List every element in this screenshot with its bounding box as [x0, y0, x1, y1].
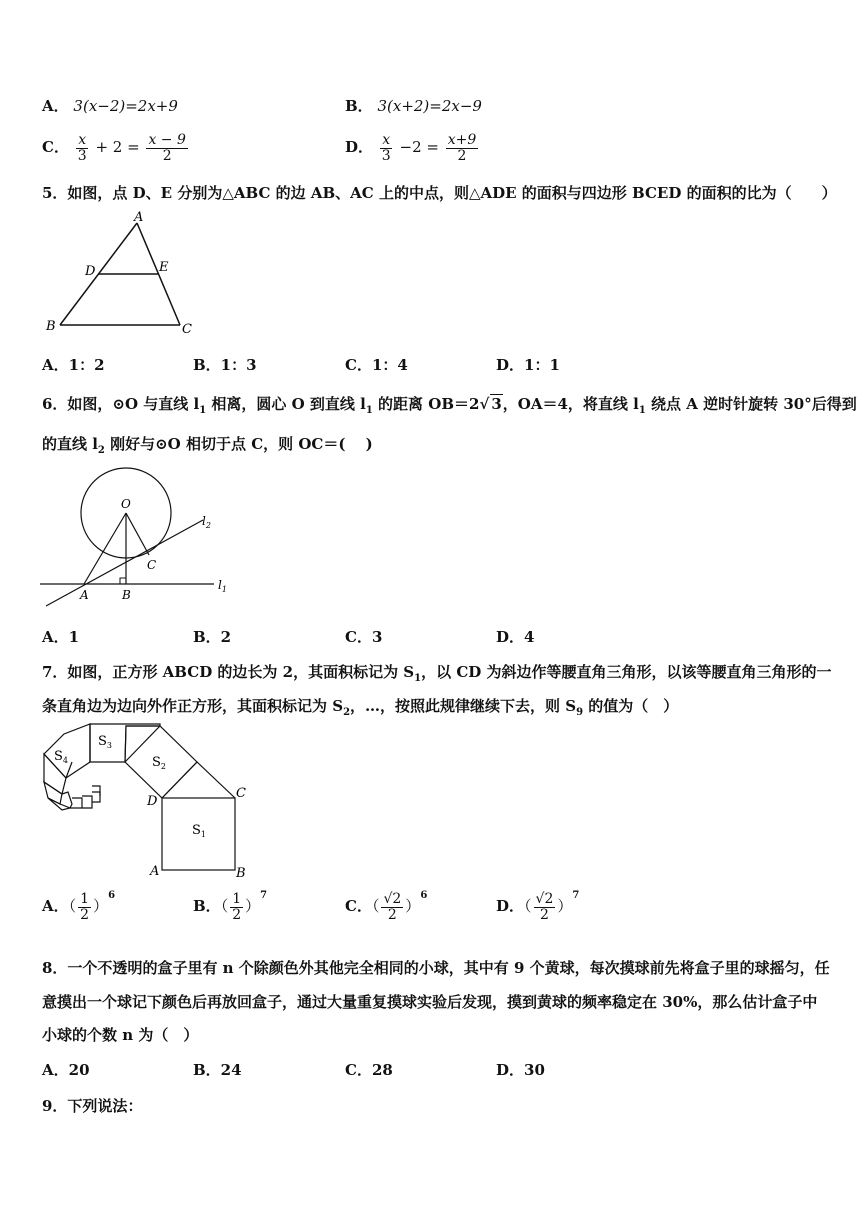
fraction: $\frac{1}{2}$: [232, 891, 242, 923]
vertex-label-a: A: [134, 210, 144, 225]
q6-option-c: C．3: [345, 628, 383, 646]
q5-stem: 5．如图，点 D、E 分别为△ABC 的边 AB、AC 上的中点，则△ADE 的面积与四边形 BCED 的面积的比为（ ）: [42, 184, 837, 202]
q7-option-d: D．（ $\frac{√2}{2}$ ）$^7$: [496, 890, 580, 923]
q4-option-d: [345, 133, 480, 163]
vertex-label-a: A: [150, 864, 160, 879]
q6-option-a: A．1: [42, 628, 80, 646]
square-label-s3: $S_3$: [98, 734, 112, 750]
line-label-l1: $l_1$: [218, 578, 227, 594]
q8-stem-line1: 8．一个不透明的盒子里有 n 个除颜色外其他完全相同的小球，其中有 9 个黄球，每次摸球前先将盒子里的球摇匀，任: [42, 959, 830, 977]
q8-stem-line3: 小球的个数 n 为（ ）: [42, 1026, 199, 1044]
fraction: $\frac{√2}{2}$: [383, 891, 402, 923]
q8-stem-line2: 意摸出一个球记下颜色后再放回盒子，通过大量重复摸球实验后发现，摸到黄球的频率稳定在 30%，那么估计盒子中: [42, 993, 818, 1011]
vertex-label-d: D: [147, 794, 158, 809]
option-expression: −2 =: [399, 138, 439, 157]
q6-circle-figure: [38, 460, 248, 610]
point-label-a: A: [80, 588, 89, 602]
option-expression: + 2 =: [95, 138, 140, 157]
q6-option-b: B．2: [193, 628, 232, 646]
q7-option-a: A．（ $\frac{1}{2}$ ）$^6$: [42, 890, 116, 923]
square-label-s2: $S_2$: [152, 755, 166, 771]
option-label: D．: [345, 138, 374, 157]
vertex-label-b: B: [46, 319, 56, 334]
q8-option-b: B．24: [193, 1061, 242, 1079]
option-expression: 3(x+2)=2x−9: [377, 97, 482, 115]
q8-option-c: C．28: [345, 1061, 393, 1079]
q7-option-b: B．（ $\frac{1}{2}$ ）$^7$: [193, 890, 268, 923]
vertex-label-c: C: [182, 322, 192, 337]
fraction: $\frac{x}{3}$: [381, 132, 391, 164]
fraction: $\frac{√2}{2}$: [535, 891, 554, 923]
q8-option-a: A．20: [42, 1061, 90, 1079]
q5-option-a: A．1：2: [42, 356, 105, 374]
fraction: $\frac{1}{2}$: [80, 891, 90, 923]
option-label: B．: [345, 97, 373, 115]
q7-option-c: C．（ $\frac{√2}{2}$ ）$^6$: [345, 890, 428, 923]
q5-triangle-figure: [40, 208, 210, 338]
q6-stem-line2: 的直线 $l_2$ 刚好与⊙O 相切于点 C，则 OC＝( ): [42, 435, 373, 456]
fraction: $\frac{x+9}{2}$: [447, 132, 477, 164]
q5-option-b: B．1：3: [193, 356, 257, 374]
fraction: $\frac{x - 9}{2}$: [148, 132, 186, 164]
option-expression: 3(x−2)=2x+9: [73, 97, 178, 115]
q7-spiral-squares-figure: [36, 720, 266, 880]
q9-stem: 9．下列说法：: [42, 1097, 143, 1115]
q6-stem-line1: 6．如图，⊙O 与直线 $l_1$ 相离，圆心 O 到直线 $l_1$ 的距离 OB＝2√ 3，OA＝4，将直线 $l_1$ 绕点 A 逆时针旋转 30°后得到: [42, 395, 857, 416]
vertex-label-c: C: [236, 786, 246, 801]
q7-stem-line2: 条直角边为边向外作正方形，其面积标记为 $S_2$，…，按照此规律继续下去，则 $S_9$ 的值为（ ）: [42, 697, 679, 718]
q7-stem-line1: 7．如图，正方形 ABCD 的边长为 2，其面积标记为 $S_1$，以 CD 为斜边作等腰直角三角形，以该等腰直角三角形的一: [42, 663, 832, 684]
square-label-s1: $S_1$: [192, 823, 206, 839]
option-label: A．: [42, 97, 69, 115]
vertex-label-b: B: [236, 866, 246, 880]
point-label-c: C: [147, 558, 157, 572]
q5-option-c: C．1：4: [345, 356, 408, 374]
q5-option-d: D．1：1: [496, 356, 560, 374]
point-label-o: O: [121, 497, 131, 511]
line-label-l2: $l_2$: [202, 514, 211, 530]
q4-option-a: [42, 95, 178, 116]
square-label-s4: $S_4$: [54, 749, 68, 765]
sqrt-radicand: 3: [491, 395, 502, 413]
q6-option-d: D．4: [496, 628, 535, 646]
q4-option-b: [345, 95, 482, 116]
option-label: C．: [42, 138, 69, 157]
q8-option-d: D．30: [496, 1061, 545, 1079]
q4-option-c: [42, 133, 190, 163]
fraction: $\frac{x}{3}$: [77, 132, 87, 164]
point-label-b: B: [122, 588, 131, 602]
vertex-label-d: D: [85, 264, 96, 279]
vertex-label-e: E: [159, 260, 169, 275]
